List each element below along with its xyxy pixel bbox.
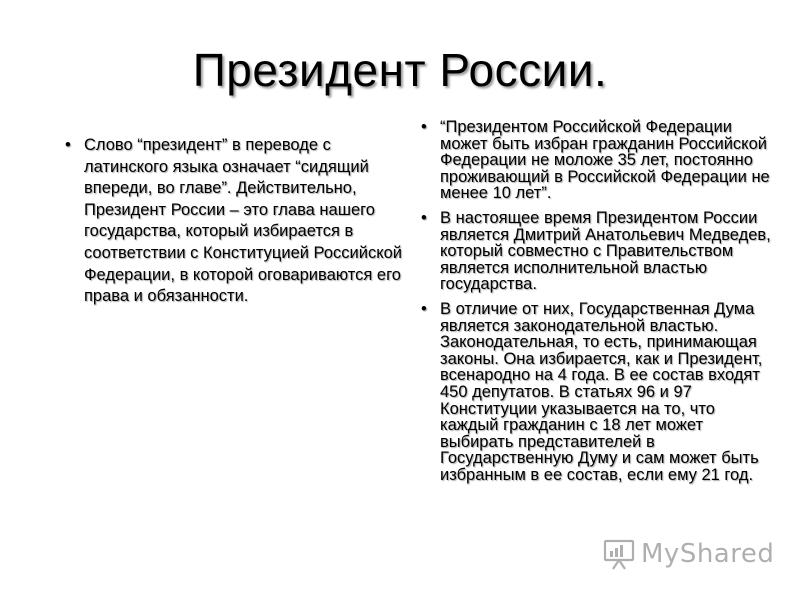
list-item-text: В отличие от них, Государственная Дума является законодательной властью. Законодательная, то есть, принимающая законы. Она избирается, как и Президент, всенародно на 4 года. В ее состав входят 450 депутатов. В статьях 96 и 97 Конституции указывается на то, что каждый гражданин с 18 лет может выбирать представителей в Государственную Думу и сам может быть избранным в ее состав, если ему 21 год. (440, 299, 763, 484)
list-item (418, 119, 773, 202)
list-item-text: В настоящее время Президентом России является Дмитрий Анатольевич Медведев, который совместно с Правительством является исполнительной властью государства. (440, 208, 771, 294)
list-item (418, 210, 773, 293)
list-item (418, 301, 773, 484)
list-item (62, 135, 402, 308)
watermark-text: MyShared (641, 539, 775, 569)
bullet-icon: • (421, 299, 427, 318)
list-item-text: Слово “президент” в переводе с латинского языка означает “сидящий впереди, во главе”. Действительно, Президент России – это глава нашего государства, который избирается в соответствии с Конституцией Российской Федерации, в которой оговариваются его права и обязанности. (84, 136, 402, 306)
bullet-icon: • (421, 208, 427, 227)
right-bullet-list (418, 119, 773, 491)
slide-title: Президент России. (192, 44, 608, 96)
list-item-text: “Президентом Российской Федерации может быть избран гражданин Российской Федерации не моложе 35 лет, постоянно проживающий в Российской Федерации не менее 10 лет”. (440, 118, 770, 203)
presentation-board-icon (602, 537, 636, 571)
bullet-icon: • (65, 136, 71, 154)
bullet-icon: • (421, 118, 427, 136)
watermark-logo (602, 534, 777, 574)
left-bullet-list (62, 135, 402, 308)
